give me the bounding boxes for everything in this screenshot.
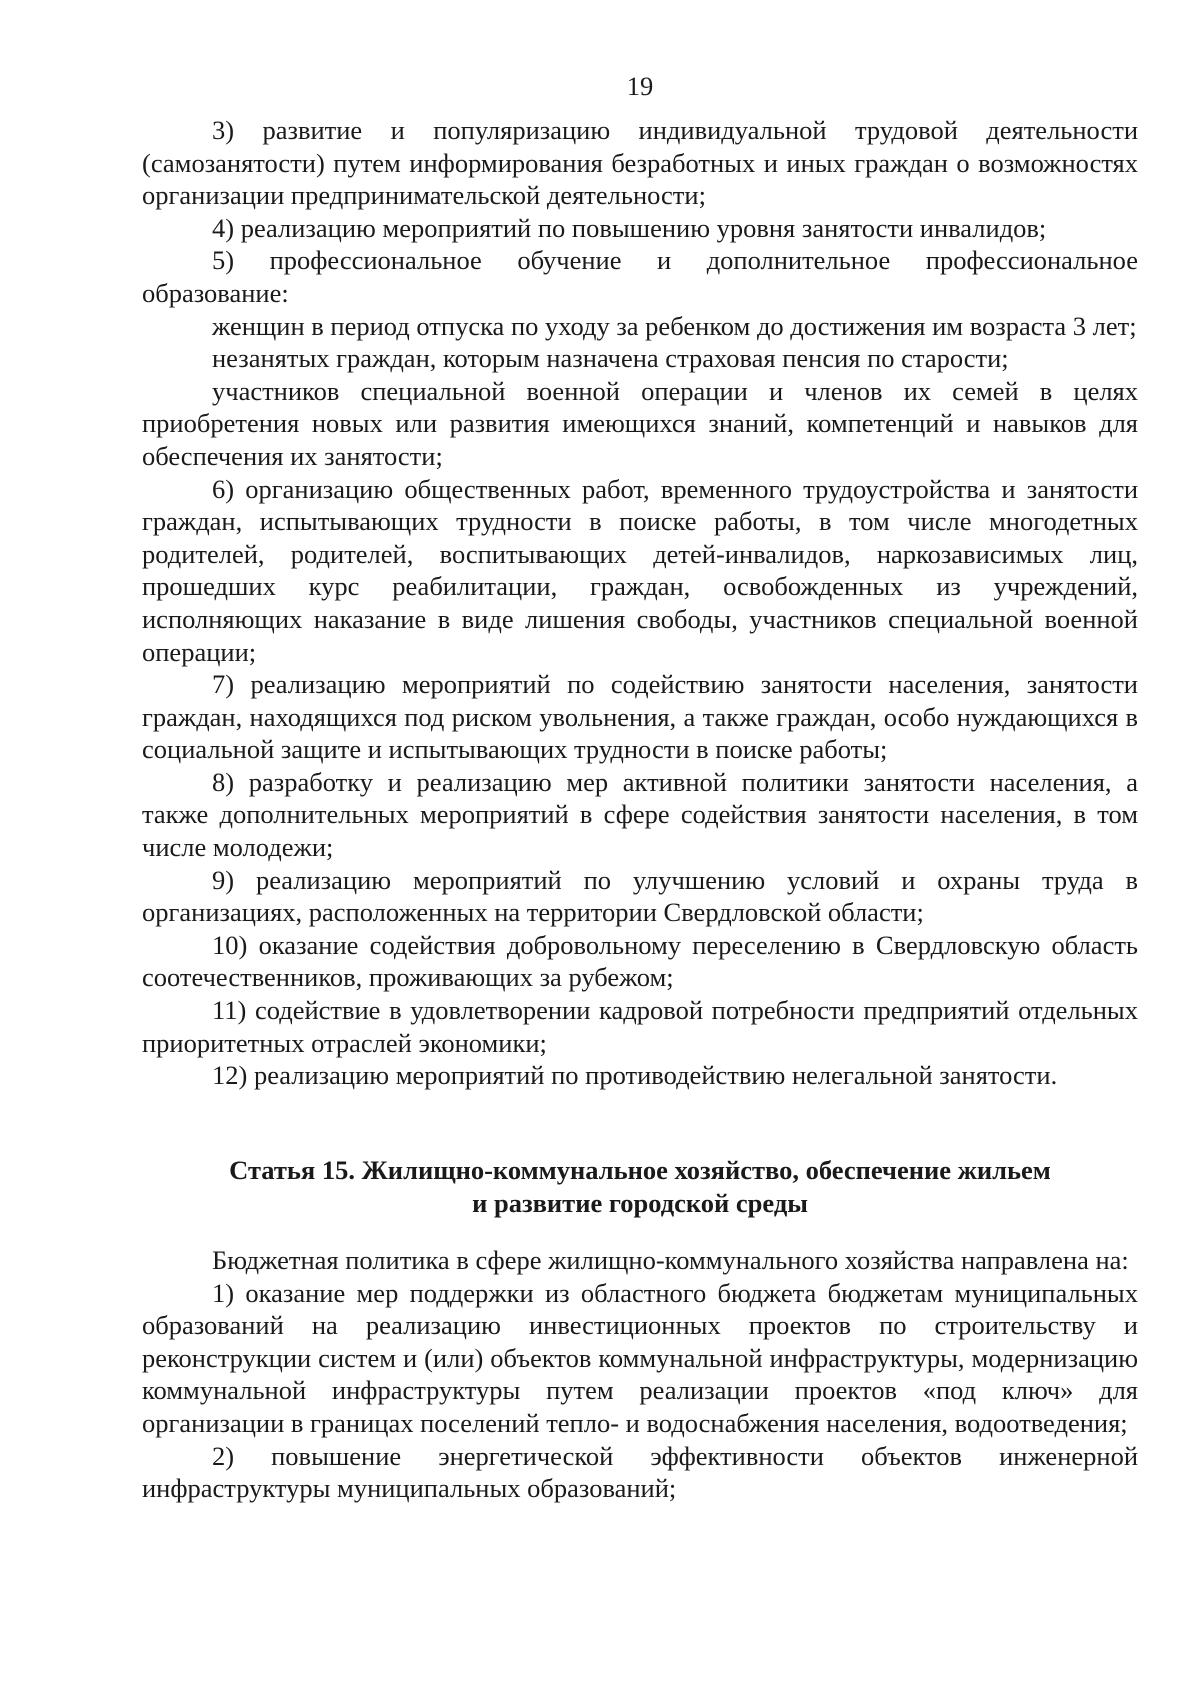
list-item: 4) реализацию мероприятий по повышению уровня занятости инвалидов;	[212, 212, 1047, 243]
list-item: 2) повышение энергетической эффективности объектов инженерной инфраструктуры муниципальных образований;	[142, 1440, 1138, 1504]
list-item: женщин в период отпуска по уходу за ребенком до достижения им возраста 3 лет;	[212, 310, 1137, 341]
employment-policy-list	[142, 114, 1138, 1092]
housing-policy-list	[142, 1244, 1138, 1505]
list-item: незанятых граждан, которым назначена страховая пенсия по старости;	[212, 343, 1009, 374]
list-item: 9) реализацию мероприятий по улучшению условий и охраны труда в организациях, расположенных на территории Свердловской области;	[142, 864, 1138, 928]
intro-paragraph: Бюджетная политика в сфере жилищно-коммунального хозяйства направлена на:	[212, 1245, 1129, 1275]
list-item: 3) развитие и популяризацию индивидуальной трудовой деятельности (самозанятости) путем информирования безработных и иных граждан о возможностях организации предпринимательской деятельности;	[142, 115, 1138, 211]
list-item: 8) разработку и реализацию мер активной политики занятости населения, а также дополнительных мероприятий в сфере содействия занятости населения, в том числе молодежи;	[142, 766, 1138, 863]
list-item: 12) реализацию мероприятий по противодействию нелегальной занятости.	[212, 1060, 1058, 1091]
list-item: 7) реализацию мероприятий по содействию занятости населения, занятости граждан, находящихся под риском увольнения, а также граждан, особо нуждающихся в социальной защите и испытывающих трудности в поиске работы;	[142, 669, 1138, 765]
article-title-line-2: и развитие городской среды	[472, 1187, 808, 1218]
list-item: 10) оказание содействия добровольному переселению в Свердловскую область соотечественников, проживающих за рубежом;	[142, 929, 1138, 993]
list-item: 5) профессиональное обучение и дополнительное профессиональное образование:	[142, 245, 1138, 308]
page-number: 19	[626, 71, 654, 101]
list-item: 6) организацию общественных работ, временного трудоустройства и занятости граждан, испытывающих трудности в поиске работы, в том числе многодетных родителей, родителей, воспитывающих детей-инвалидов, наркозависимых лиц, прошедших курс реабилитации, граждан, освобожденных из учреждений, исполняющих наказание в виде лишения свободы, участников специальной военной операции;	[142, 473, 1138, 667]
list-item: 1) оказание мер поддержки из областного бюджета бюджетам муниципальных образований на реализацию инвестиционных проектов по строительству и реконструкции систем и (или) объектов коммунальной инфраструктуры, модернизацию коммунальной инфраструктуры путем реализации проектов «под ключ» для организации в границах поселений тепло- и водоснабжения населения, водоотведения;	[142, 1277, 1138, 1438]
list-item: участников специальной военной операции и членов их семей в целях приобретения новых или развития имеющихся знаний, компетенций и навыков для обеспечения их занятости;	[142, 375, 1138, 471]
list-item: 11) содействие в удовлетворении кадровой потребности предприятий отдельных приоритетных отраслей экономики;	[142, 995, 1138, 1058]
article-title-line-1: Статья 15. Жилищно-коммунальное хозяйство, обеспечение жильем	[229, 1155, 1051, 1185]
article-heading	[142, 1154, 1138, 1219]
